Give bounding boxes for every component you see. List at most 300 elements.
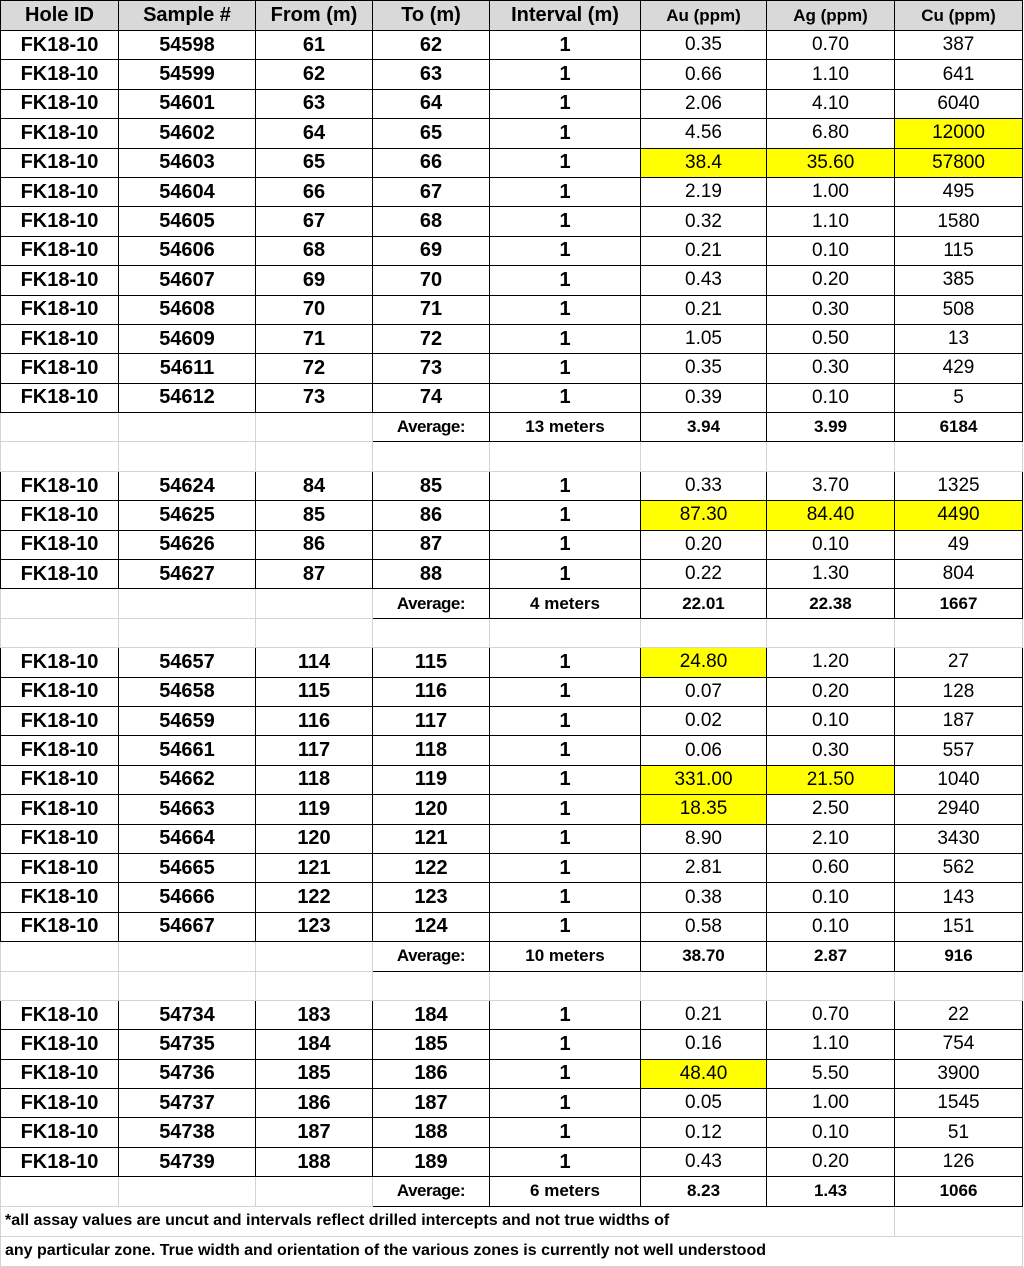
interval-cell[interactable]: 1 xyxy=(490,1147,641,1176)
cu-value-cell[interactable]: 557 xyxy=(895,736,1023,765)
average-ag-cell[interactable]: 22.38 xyxy=(767,589,895,618)
cu-value-cell[interactable]: 387 xyxy=(895,31,1023,60)
au-value-cell[interactable]: 0.43 xyxy=(641,1147,767,1176)
sample-number-cell[interactable]: 54603 xyxy=(119,148,256,177)
sample-number-cell[interactable]: 54737 xyxy=(119,1089,256,1118)
from-depth-cell[interactable]: 119 xyxy=(256,795,373,824)
ag-value-cell[interactable]: 21.50 xyxy=(767,765,895,794)
to-depth-cell[interactable]: 186 xyxy=(373,1059,490,1088)
empty-cell[interactable] xyxy=(256,971,373,1000)
hole-id-cell[interactable]: FK18-10 xyxy=(1,89,119,118)
ag-value-cell[interactable]: 84.40 xyxy=(767,501,895,530)
au-value-cell[interactable]: 0.22 xyxy=(641,560,767,589)
from-depth-cell[interactable]: 117 xyxy=(256,736,373,765)
sample-number-cell[interactable]: 54607 xyxy=(119,266,256,295)
sample-number-cell[interactable]: 54663 xyxy=(119,795,256,824)
to-depth-cell[interactable]: 88 xyxy=(373,560,490,589)
from-depth-cell[interactable]: 68 xyxy=(256,236,373,265)
cu-value-cell[interactable]: 1040 xyxy=(895,765,1023,794)
average-cu-cell[interactable]: 916 xyxy=(895,942,1023,971)
cu-value-cell[interactable]: 429 xyxy=(895,354,1023,383)
cu-value-cell[interactable]: 13 xyxy=(895,324,1023,353)
empty-cell[interactable] xyxy=(895,442,1023,471)
ag-value-cell[interactable]: 1.10 xyxy=(767,207,895,236)
from-depth-cell[interactable]: 66 xyxy=(256,177,373,206)
empty-cell[interactable] xyxy=(1,1177,119,1206)
from-depth-cell[interactable]: 85 xyxy=(256,501,373,530)
cu-value-cell[interactable]: 12000 xyxy=(895,119,1023,148)
au-value-cell[interactable]: 38.4 xyxy=(641,148,767,177)
from-depth-cell[interactable]: 73 xyxy=(256,383,373,412)
empty-cell[interactable] xyxy=(895,618,1023,647)
to-depth-cell[interactable]: 124 xyxy=(373,912,490,941)
empty-cell[interactable] xyxy=(490,442,641,471)
from-depth-cell[interactable]: 72 xyxy=(256,354,373,383)
column-header-ag[interactable]: Ag (ppm) xyxy=(767,1,895,31)
empty-cell[interactable] xyxy=(767,442,895,471)
cu-value-cell[interactable]: 5 xyxy=(895,383,1023,412)
from-depth-cell[interactable]: 116 xyxy=(256,706,373,735)
hole-id-cell[interactable]: FK18-10 xyxy=(1,736,119,765)
hole-id-cell[interactable]: FK18-10 xyxy=(1,501,119,530)
sample-number-cell[interactable]: 54658 xyxy=(119,677,256,706)
from-depth-cell[interactable]: 61 xyxy=(256,31,373,60)
interval-cell[interactable]: 1 xyxy=(490,765,641,794)
empty-cell[interactable] xyxy=(1,413,119,442)
hole-id-cell[interactable]: FK18-10 xyxy=(1,795,119,824)
au-value-cell[interactable]: 0.38 xyxy=(641,883,767,912)
to-depth-cell[interactable]: 187 xyxy=(373,1089,490,1118)
average-ag-cell[interactable]: 2.87 xyxy=(767,942,895,971)
empty-cell[interactable] xyxy=(373,442,490,471)
hole-id-cell[interactable]: FK18-10 xyxy=(1,706,119,735)
empty-cell[interactable] xyxy=(256,942,373,971)
empty-cell[interactable] xyxy=(119,618,256,647)
ag-value-cell[interactable]: 1.00 xyxy=(767,177,895,206)
from-depth-cell[interactable]: 67 xyxy=(256,207,373,236)
empty-cell[interactable] xyxy=(119,413,256,442)
au-value-cell[interactable]: 0.21 xyxy=(641,236,767,265)
sample-number-cell[interactable]: 54626 xyxy=(119,530,256,559)
ag-value-cell[interactable]: 1.30 xyxy=(767,560,895,589)
hole-id-cell[interactable]: FK18-10 xyxy=(1,324,119,353)
ag-value-cell[interactable]: 0.60 xyxy=(767,853,895,882)
to-depth-cell[interactable]: 122 xyxy=(373,853,490,882)
au-value-cell[interactable]: 331.00 xyxy=(641,765,767,794)
ag-value-cell[interactable]: 6.80 xyxy=(767,119,895,148)
hole-id-cell[interactable]: FK18-10 xyxy=(1,1059,119,1088)
au-value-cell[interactable]: 2.06 xyxy=(641,89,767,118)
from-depth-cell[interactable]: 87 xyxy=(256,560,373,589)
hole-id-cell[interactable]: FK18-10 xyxy=(1,648,119,677)
empty-cell[interactable] xyxy=(490,618,641,647)
ag-value-cell[interactable]: 0.10 xyxy=(767,383,895,412)
hole-id-cell[interactable]: FK18-10 xyxy=(1,1089,119,1118)
from-depth-cell[interactable]: 118 xyxy=(256,765,373,794)
empty-cell[interactable] xyxy=(1,589,119,618)
cu-value-cell[interactable]: 3900 xyxy=(895,1059,1023,1088)
from-depth-cell[interactable]: 65 xyxy=(256,148,373,177)
hole-id-cell[interactable]: FK18-10 xyxy=(1,530,119,559)
empty-cell[interactable] xyxy=(256,618,373,647)
cu-value-cell[interactable]: 562 xyxy=(895,853,1023,882)
interval-cell[interactable]: 1 xyxy=(490,324,641,353)
ag-value-cell[interactable]: 0.10 xyxy=(767,530,895,559)
hole-id-cell[interactable]: FK18-10 xyxy=(1,383,119,412)
to-depth-cell[interactable]: 65 xyxy=(373,119,490,148)
hole-id-cell[interactable]: FK18-10 xyxy=(1,177,119,206)
from-depth-cell[interactable]: 62 xyxy=(256,60,373,89)
cu-value-cell[interactable]: 1545 xyxy=(895,1089,1023,1118)
hole-id-cell[interactable]: FK18-10 xyxy=(1,1118,119,1147)
interval-cell[interactable]: 1 xyxy=(490,31,641,60)
interval-cell[interactable]: 1 xyxy=(490,354,641,383)
to-depth-cell[interactable]: 73 xyxy=(373,354,490,383)
au-value-cell[interactable]: 0.21 xyxy=(641,295,767,324)
from-depth-cell[interactable]: 187 xyxy=(256,1118,373,1147)
from-depth-cell[interactable]: 123 xyxy=(256,912,373,941)
ag-value-cell[interactable]: 1.00 xyxy=(767,1089,895,1118)
to-depth-cell[interactable]: 188 xyxy=(373,1118,490,1147)
sample-number-cell[interactable]: 54735 xyxy=(119,1030,256,1059)
interval-cell[interactable]: 1 xyxy=(490,912,641,941)
hole-id-cell[interactable]: FK18-10 xyxy=(1,853,119,882)
empty-cell[interactable] xyxy=(490,971,641,1000)
hole-id-cell[interactable]: FK18-10 xyxy=(1,31,119,60)
to-depth-cell[interactable]: 66 xyxy=(373,148,490,177)
ag-value-cell[interactable]: 0.50 xyxy=(767,324,895,353)
column-header-au[interactable]: Au (ppm) xyxy=(641,1,767,31)
average-label[interactable]: Average: xyxy=(373,1177,490,1206)
interval-cell[interactable]: 1 xyxy=(490,236,641,265)
interval-cell[interactable]: 1 xyxy=(490,853,641,882)
cu-value-cell[interactable]: 4490 xyxy=(895,501,1023,530)
empty-cell[interactable] xyxy=(119,942,256,971)
interval-cell[interactable]: 1 xyxy=(490,530,641,559)
interval-cell[interactable]: 1 xyxy=(490,736,641,765)
hole-id-cell[interactable]: FK18-10 xyxy=(1,560,119,589)
sample-number-cell[interactable]: 54661 xyxy=(119,736,256,765)
hole-id-cell[interactable]: FK18-10 xyxy=(1,1030,119,1059)
from-depth-cell[interactable]: 183 xyxy=(256,1000,373,1029)
cu-value-cell[interactable]: 126 xyxy=(895,1147,1023,1176)
ag-value-cell[interactable]: 0.20 xyxy=(767,677,895,706)
hole-id-cell[interactable]: FK18-10 xyxy=(1,1000,119,1029)
empty-cell[interactable] xyxy=(373,971,490,1000)
hole-id-cell[interactable]: FK18-10 xyxy=(1,1147,119,1176)
interval-cell[interactable]: 1 xyxy=(490,883,641,912)
empty-cell[interactable] xyxy=(1,442,119,471)
average-label[interactable]: Average: xyxy=(373,942,490,971)
ag-value-cell[interactable]: 3.70 xyxy=(767,471,895,500)
interval-cell[interactable]: 1 xyxy=(490,706,641,735)
empty-cell[interactable] xyxy=(373,618,490,647)
cu-value-cell[interactable]: 57800 xyxy=(895,148,1023,177)
empty-cell[interactable] xyxy=(641,442,767,471)
empty-cell[interactable] xyxy=(767,618,895,647)
au-value-cell[interactable]: 0.35 xyxy=(641,354,767,383)
au-value-cell[interactable]: 87.30 xyxy=(641,501,767,530)
cu-value-cell[interactable]: 27 xyxy=(895,648,1023,677)
from-depth-cell[interactable]: 86 xyxy=(256,530,373,559)
sample-number-cell[interactable]: 54667 xyxy=(119,912,256,941)
interval-cell[interactable]: 1 xyxy=(490,677,641,706)
sample-number-cell[interactable]: 54738 xyxy=(119,1118,256,1147)
hole-id-cell[interactable]: FK18-10 xyxy=(1,148,119,177)
from-depth-cell[interactable]: 186 xyxy=(256,1089,373,1118)
from-depth-cell[interactable]: 185 xyxy=(256,1059,373,1088)
ag-value-cell[interactable]: 0.10 xyxy=(767,706,895,735)
from-depth-cell[interactable]: 122 xyxy=(256,883,373,912)
ag-value-cell[interactable]: 0.30 xyxy=(767,295,895,324)
au-value-cell[interactable]: 4.56 xyxy=(641,119,767,148)
cu-value-cell[interactable]: 1325 xyxy=(895,471,1023,500)
to-depth-cell[interactable]: 121 xyxy=(373,824,490,853)
empty-cell[interactable] xyxy=(1,942,119,971)
to-depth-cell[interactable]: 85 xyxy=(373,471,490,500)
to-depth-cell[interactable]: 118 xyxy=(373,736,490,765)
cu-value-cell[interactable]: 1580 xyxy=(895,207,1023,236)
from-depth-cell[interactable]: 114 xyxy=(256,648,373,677)
sample-number-cell[interactable]: 54627 xyxy=(119,560,256,589)
sample-number-cell[interactable]: 54665 xyxy=(119,853,256,882)
ag-value-cell[interactable]: 0.20 xyxy=(767,266,895,295)
interval-cell[interactable]: 1 xyxy=(490,1000,641,1029)
interval-cell[interactable]: 1 xyxy=(490,795,641,824)
to-depth-cell[interactable]: 71 xyxy=(373,295,490,324)
sample-number-cell[interactable]: 54604 xyxy=(119,177,256,206)
to-depth-cell[interactable]: 67 xyxy=(373,177,490,206)
empty-cell[interactable] xyxy=(641,971,767,1000)
column-header-from[interactable]: From (m) xyxy=(256,1,373,31)
to-depth-cell[interactable]: 74 xyxy=(373,383,490,412)
to-depth-cell[interactable]: 63 xyxy=(373,60,490,89)
sample-number-cell[interactable]: 54657 xyxy=(119,648,256,677)
to-depth-cell[interactable]: 116 xyxy=(373,677,490,706)
from-depth-cell[interactable]: 70 xyxy=(256,295,373,324)
interval-cell[interactable]: 1 xyxy=(490,60,641,89)
to-depth-cell[interactable]: 69 xyxy=(373,236,490,265)
empty-cell[interactable] xyxy=(1,618,119,647)
au-value-cell[interactable]: 0.43 xyxy=(641,266,767,295)
cu-value-cell[interactable]: 804 xyxy=(895,560,1023,589)
cu-value-cell[interactable]: 51 xyxy=(895,1118,1023,1147)
column-header-cu[interactable]: Cu (ppm) xyxy=(895,1,1023,31)
sample-number-cell[interactable]: 54606 xyxy=(119,236,256,265)
au-value-cell[interactable]: 0.32 xyxy=(641,207,767,236)
sample-number-cell[interactable]: 54734 xyxy=(119,1000,256,1029)
au-value-cell[interactable]: 0.35 xyxy=(641,31,767,60)
average-label[interactable]: Average: xyxy=(373,413,490,442)
sample-number-cell[interactable]: 54601 xyxy=(119,89,256,118)
from-depth-cell[interactable]: 69 xyxy=(256,266,373,295)
cu-value-cell[interactable]: 143 xyxy=(895,883,1023,912)
au-value-cell[interactable]: 0.33 xyxy=(641,471,767,500)
ag-value-cell[interactable]: 0.70 xyxy=(767,1000,895,1029)
column-header-interval[interactable]: Interval (m) xyxy=(490,1,641,31)
au-value-cell[interactable]: 0.39 xyxy=(641,383,767,412)
average-au-cell[interactable]: 38.70 xyxy=(641,942,767,971)
au-value-cell[interactable]: 2.19 xyxy=(641,177,767,206)
interval-cell[interactable]: 1 xyxy=(490,148,641,177)
hole-id-cell[interactable]: FK18-10 xyxy=(1,824,119,853)
au-value-cell[interactable]: 8.90 xyxy=(641,824,767,853)
to-depth-cell[interactable]: 87 xyxy=(373,530,490,559)
empty-cell[interactable] xyxy=(256,1177,373,1206)
average-interval-cell[interactable]: 10 meters xyxy=(490,942,641,971)
cu-value-cell[interactable]: 6040 xyxy=(895,89,1023,118)
interval-cell[interactable]: 1 xyxy=(490,560,641,589)
sample-number-cell[interactable]: 54602 xyxy=(119,119,256,148)
cu-value-cell[interactable]: 508 xyxy=(895,295,1023,324)
hole-id-cell[interactable]: FK18-10 xyxy=(1,236,119,265)
to-depth-cell[interactable]: 185 xyxy=(373,1030,490,1059)
average-interval-cell[interactable]: 6 meters xyxy=(490,1177,641,1206)
interval-cell[interactable]: 1 xyxy=(490,89,641,118)
column-header-sample[interactable]: Sample # xyxy=(119,1,256,31)
from-depth-cell[interactable]: 121 xyxy=(256,853,373,882)
hole-id-cell[interactable]: FK18-10 xyxy=(1,471,119,500)
hole-id-cell[interactable]: FK18-10 xyxy=(1,207,119,236)
from-depth-cell[interactable]: 84 xyxy=(256,471,373,500)
hole-id-cell[interactable]: FK18-10 xyxy=(1,119,119,148)
to-depth-cell[interactable]: 115 xyxy=(373,648,490,677)
sample-number-cell[interactable]: 54624 xyxy=(119,471,256,500)
au-value-cell[interactable]: 48.40 xyxy=(641,1059,767,1088)
empty-cell[interactable] xyxy=(256,589,373,618)
ag-value-cell[interactable]: 0.70 xyxy=(767,31,895,60)
cu-value-cell[interactable]: 128 xyxy=(895,677,1023,706)
interval-cell[interactable]: 1 xyxy=(490,266,641,295)
sample-number-cell[interactable]: 54611 xyxy=(119,354,256,383)
interval-cell[interactable]: 1 xyxy=(490,119,641,148)
average-label[interactable]: Average: xyxy=(373,589,490,618)
cu-value-cell[interactable]: 641 xyxy=(895,60,1023,89)
hole-id-cell[interactable]: FK18-10 xyxy=(1,883,119,912)
ag-value-cell[interactable]: 0.10 xyxy=(767,1118,895,1147)
au-value-cell[interactable]: 1.05 xyxy=(641,324,767,353)
hole-id-cell[interactable]: FK18-10 xyxy=(1,912,119,941)
interval-cell[interactable]: 1 xyxy=(490,501,641,530)
cu-value-cell[interactable]: 187 xyxy=(895,706,1023,735)
interval-cell[interactable]: 1 xyxy=(490,295,641,324)
empty-cell[interactable] xyxy=(119,589,256,618)
au-value-cell[interactable]: 0.66 xyxy=(641,60,767,89)
sample-number-cell[interactable]: 54608 xyxy=(119,295,256,324)
average-interval-cell[interactable]: 4 meters xyxy=(490,589,641,618)
sample-number-cell[interactable]: 54659 xyxy=(119,706,256,735)
hole-id-cell[interactable]: FK18-10 xyxy=(1,765,119,794)
ag-value-cell[interactable]: 0.20 xyxy=(767,1147,895,1176)
to-depth-cell[interactable]: 119 xyxy=(373,765,490,794)
au-value-cell[interactable]: 0.02 xyxy=(641,706,767,735)
from-depth-cell[interactable]: 184 xyxy=(256,1030,373,1059)
sample-number-cell[interactable]: 54739 xyxy=(119,1147,256,1176)
average-cu-cell[interactable]: 6184 xyxy=(895,413,1023,442)
average-cu-cell[interactable]: 1066 xyxy=(895,1177,1023,1206)
interval-cell[interactable]: 1 xyxy=(490,383,641,412)
hole-id-cell[interactable]: FK18-10 xyxy=(1,60,119,89)
cu-value-cell[interactable]: 754 xyxy=(895,1030,1023,1059)
ag-value-cell[interactable]: 1.10 xyxy=(767,1030,895,1059)
to-depth-cell[interactable]: 120 xyxy=(373,795,490,824)
empty-cell[interactable] xyxy=(256,413,373,442)
average-interval-cell[interactable]: 13 meters xyxy=(490,413,641,442)
ag-value-cell[interactable]: 0.10 xyxy=(767,883,895,912)
sample-number-cell[interactable]: 54599 xyxy=(119,60,256,89)
empty-cell[interactable] xyxy=(119,1177,256,1206)
au-value-cell[interactable]: 0.16 xyxy=(641,1030,767,1059)
au-value-cell[interactable]: 2.81 xyxy=(641,853,767,882)
cu-value-cell[interactable]: 151 xyxy=(895,912,1023,941)
hole-id-cell[interactable]: FK18-10 xyxy=(1,295,119,324)
from-depth-cell[interactable]: 120 xyxy=(256,824,373,853)
ag-value-cell[interactable]: 1.20 xyxy=(767,648,895,677)
average-cu-cell[interactable]: 1667 xyxy=(895,589,1023,618)
cu-value-cell[interactable]: 49 xyxy=(895,530,1023,559)
empty-cell[interactable] xyxy=(767,971,895,1000)
ag-value-cell[interactable]: 0.30 xyxy=(767,736,895,765)
sample-number-cell[interactable]: 54664 xyxy=(119,824,256,853)
interval-cell[interactable]: 1 xyxy=(490,1118,641,1147)
to-depth-cell[interactable]: 70 xyxy=(373,266,490,295)
column-header-to[interactable]: To (m) xyxy=(373,1,490,31)
au-value-cell[interactable]: 0.21 xyxy=(641,1000,767,1029)
sample-number-cell[interactable]: 54666 xyxy=(119,883,256,912)
from-depth-cell[interactable]: 63 xyxy=(256,89,373,118)
to-depth-cell[interactable]: 62 xyxy=(373,31,490,60)
cu-value-cell[interactable]: 385 xyxy=(895,266,1023,295)
ag-value-cell[interactable]: 2.10 xyxy=(767,824,895,853)
au-value-cell[interactable]: 24.80 xyxy=(641,648,767,677)
empty-cell[interactable] xyxy=(895,971,1023,1000)
empty-cell[interactable] xyxy=(119,442,256,471)
hole-id-cell[interactable]: FK18-10 xyxy=(1,677,119,706)
to-depth-cell[interactable]: 86 xyxy=(373,501,490,530)
ag-value-cell[interactable]: 5.50 xyxy=(767,1059,895,1088)
sample-number-cell[interactable]: 54609 xyxy=(119,324,256,353)
cu-value-cell[interactable]: 3430 xyxy=(895,824,1023,853)
ag-value-cell[interactable]: 0.30 xyxy=(767,354,895,383)
average-au-cell[interactable]: 22.01 xyxy=(641,589,767,618)
to-depth-cell[interactable]: 117 xyxy=(373,706,490,735)
au-value-cell[interactable]: 0.58 xyxy=(641,912,767,941)
ag-value-cell[interactable]: 0.10 xyxy=(767,912,895,941)
cu-value-cell[interactable]: 2940 xyxy=(895,795,1023,824)
ag-value-cell[interactable]: 2.50 xyxy=(767,795,895,824)
ag-value-cell[interactable]: 4.10 xyxy=(767,89,895,118)
sample-number-cell[interactable]: 54736 xyxy=(119,1059,256,1088)
to-depth-cell[interactable]: 72 xyxy=(373,324,490,353)
from-depth-cell[interactable]: 115 xyxy=(256,677,373,706)
ag-value-cell[interactable]: 1.10 xyxy=(767,60,895,89)
hole-id-cell[interactable]: FK18-10 xyxy=(1,266,119,295)
interval-cell[interactable]: 1 xyxy=(490,824,641,853)
empty-cell[interactable] xyxy=(256,442,373,471)
sample-number-cell[interactable]: 54598 xyxy=(119,31,256,60)
average-ag-cell[interactable]: 3.99 xyxy=(767,413,895,442)
sample-number-cell[interactable]: 54605 xyxy=(119,207,256,236)
au-value-cell[interactable]: 0.06 xyxy=(641,736,767,765)
cu-value-cell[interactable]: 495 xyxy=(895,177,1023,206)
hole-id-cell[interactable]: FK18-10 xyxy=(1,354,119,383)
sample-number-cell[interactable]: 54662 xyxy=(119,765,256,794)
sample-number-cell[interactable]: 54625 xyxy=(119,501,256,530)
interval-cell[interactable]: 1 xyxy=(490,1059,641,1088)
interval-cell[interactable]: 1 xyxy=(490,648,641,677)
column-header-hole-id[interactable]: Hole ID xyxy=(1,1,119,31)
cu-value-cell[interactable]: 115 xyxy=(895,236,1023,265)
